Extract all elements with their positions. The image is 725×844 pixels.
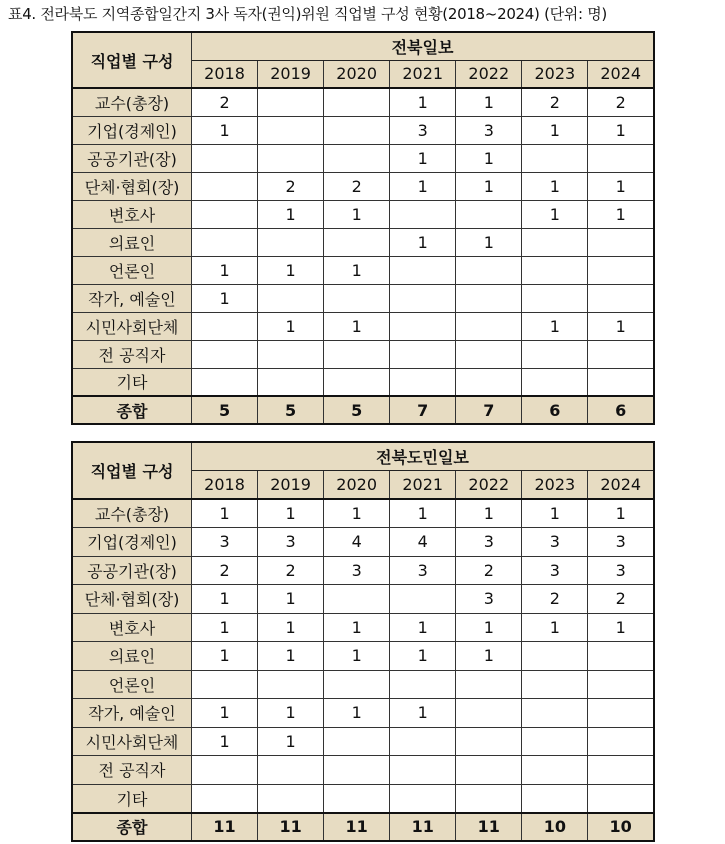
count-cell: 1 <box>588 312 654 340</box>
occupation-label: 전 공직자 <box>72 340 192 368</box>
count-cell: 1 <box>192 585 258 614</box>
count-cell: 3 <box>522 556 588 585</box>
table-row <box>72 585 654 614</box>
count-cell: 3 <box>324 556 390 585</box>
occupation-label: 전 공직자 <box>72 756 192 785</box>
table-row <box>72 172 654 200</box>
count-cell <box>390 727 456 756</box>
count-cell <box>324 670 390 699</box>
occupation-label: 기업(경제인) <box>72 116 192 144</box>
count-cell <box>324 784 390 813</box>
count-cell <box>588 284 654 312</box>
occupation-label: 언론인 <box>72 256 192 284</box>
year-header: 2021 <box>390 471 456 500</box>
count-cell <box>258 670 324 699</box>
count-cell <box>390 585 456 614</box>
table-row <box>72 670 654 699</box>
table-row <box>72 144 654 172</box>
count-cell <box>390 256 456 284</box>
count-cell: 1 <box>522 499 588 528</box>
occupation-label: 시민사회단체 <box>72 312 192 340</box>
count-cell <box>324 284 390 312</box>
count-cell <box>324 585 390 614</box>
count-cell <box>456 256 522 284</box>
count-cell: 1 <box>588 116 654 144</box>
table-caption: 표4. 전라북도 지역종합일간지 3사 독자(권익)위원 직업별 구성 현황(2018~2024) (단위: 명) <box>8 5 607 23</box>
year-header: 2020 <box>324 60 390 88</box>
count-cell <box>390 368 456 396</box>
label-header: 직업별 구성 <box>72 442 192 499</box>
count-cell <box>258 284 324 312</box>
count-cell <box>390 756 456 785</box>
occupation-label: 교수(총장) <box>72 88 192 116</box>
count-cell: 1 <box>258 312 324 340</box>
count-cell <box>258 144 324 172</box>
table-row <box>72 200 654 228</box>
year-header: 2018 <box>192 471 258 500</box>
count-cell: 1 <box>522 172 588 200</box>
count-cell <box>522 368 588 396</box>
count-cell <box>192 340 258 368</box>
count-cell <box>390 340 456 368</box>
occupation-label: 작가, 예술인 <box>72 284 192 312</box>
header-row <box>72 442 654 471</box>
count-cell: 1 <box>324 642 390 671</box>
count-cell <box>324 340 390 368</box>
count-cell <box>192 784 258 813</box>
count-cell <box>192 172 258 200</box>
count-cell: 1 <box>522 312 588 340</box>
count-cell <box>522 256 588 284</box>
count-cell: 1 <box>324 613 390 642</box>
count-cell: 3 <box>456 528 522 557</box>
count-cell: 1 <box>588 613 654 642</box>
count-cell: 2 <box>522 88 588 116</box>
table-row <box>72 256 654 284</box>
table-row <box>72 499 654 528</box>
count-cell <box>324 368 390 396</box>
count-cell <box>324 756 390 785</box>
count-cell <box>522 784 588 813</box>
count-cell <box>390 284 456 312</box>
count-cell <box>192 228 258 256</box>
occupation-label: 작가, 예술인 <box>72 699 192 728</box>
count-cell: 3 <box>390 556 456 585</box>
table-row <box>72 642 654 671</box>
total-cell: 11 <box>192 813 258 842</box>
year-header: 2022 <box>456 471 522 500</box>
count-cell: 2 <box>588 585 654 614</box>
count-cell <box>456 284 522 312</box>
count-cell: 1 <box>192 613 258 642</box>
count-cell: 1 <box>390 88 456 116</box>
count-cell <box>522 727 588 756</box>
total-cell: 11 <box>324 813 390 842</box>
table-row <box>72 699 654 728</box>
count-cell: 1 <box>192 256 258 284</box>
count-cell <box>522 144 588 172</box>
count-cell: 1 <box>390 613 456 642</box>
count-cell <box>192 312 258 340</box>
year-header: 2023 <box>522 60 588 88</box>
count-cell: 2 <box>324 172 390 200</box>
count-cell <box>456 727 522 756</box>
table-row <box>72 368 654 396</box>
occupation-label: 교수(총장) <box>72 499 192 528</box>
occupation-label: 공공기관(장) <box>72 556 192 585</box>
count-cell <box>456 784 522 813</box>
label-header: 직업별 구성 <box>72 32 192 88</box>
count-cell: 1 <box>588 200 654 228</box>
count-cell <box>588 670 654 699</box>
year-header: 2020 <box>324 471 390 500</box>
occupation-label: 의료인 <box>72 228 192 256</box>
count-cell <box>456 200 522 228</box>
year-header: 2023 <box>522 471 588 500</box>
count-cell: 1 <box>192 116 258 144</box>
count-cell <box>456 699 522 728</box>
count-cell <box>588 256 654 284</box>
count-cell: 3 <box>522 528 588 557</box>
table-jeonbuk-ilbo <box>71 31 655 425</box>
count-cell: 1 <box>324 699 390 728</box>
table-jeonbuk-domin-ilbo <box>71 441 655 842</box>
occupation-label: 기업(경제인) <box>72 528 192 557</box>
total-row <box>72 396 654 424</box>
year-header: 2022 <box>456 60 522 88</box>
count-cell <box>522 340 588 368</box>
table-row <box>72 784 654 813</box>
count-cell <box>588 228 654 256</box>
occupation-label: 언론인 <box>72 670 192 699</box>
newspaper-name: 전북도민일보 <box>192 442 655 471</box>
count-cell <box>588 340 654 368</box>
table-row <box>72 556 654 585</box>
year-header: 2024 <box>588 60 654 88</box>
count-cell <box>324 727 390 756</box>
year-header: 2018 <box>192 60 258 88</box>
count-cell: 2 <box>258 556 324 585</box>
year-header: 2024 <box>588 471 654 500</box>
total-row <box>72 813 654 842</box>
total-cell: 7 <box>456 396 522 424</box>
count-cell: 1 <box>390 228 456 256</box>
count-cell <box>258 228 324 256</box>
occupation-label: 변호사 <box>72 200 192 228</box>
count-cell <box>324 228 390 256</box>
table-row <box>72 88 654 116</box>
count-cell: 1 <box>456 642 522 671</box>
count-cell <box>456 312 522 340</box>
count-cell: 1 <box>258 699 324 728</box>
count-cell: 1 <box>324 312 390 340</box>
occupation-label: 의료인 <box>72 642 192 671</box>
count-cell <box>192 756 258 785</box>
count-cell <box>258 88 324 116</box>
count-cell: 4 <box>390 528 456 557</box>
total-cell: 11 <box>390 813 456 842</box>
count-cell: 2 <box>258 172 324 200</box>
count-cell <box>522 699 588 728</box>
count-cell <box>522 642 588 671</box>
count-cell: 2 <box>192 88 258 116</box>
count-cell <box>390 312 456 340</box>
newspaper-name: 전북일보 <box>192 32 655 60</box>
year-header: 2021 <box>390 60 456 88</box>
count-cell: 1 <box>390 144 456 172</box>
occupation-label: 단체·협회(장) <box>72 172 192 200</box>
table-row <box>72 613 654 642</box>
count-cell: 1 <box>522 200 588 228</box>
count-cell: 1 <box>258 499 324 528</box>
count-cell <box>588 368 654 396</box>
table-row <box>72 116 654 144</box>
count-cell: 1 <box>522 613 588 642</box>
count-cell <box>192 144 258 172</box>
count-cell <box>258 116 324 144</box>
count-cell: 1 <box>390 499 456 528</box>
count-cell: 1 <box>258 613 324 642</box>
count-cell: 2 <box>192 556 258 585</box>
count-cell: 1 <box>192 284 258 312</box>
count-cell <box>588 642 654 671</box>
count-cell: 1 <box>192 699 258 728</box>
count-cell: 1 <box>258 642 324 671</box>
count-cell <box>456 368 522 396</box>
occupation-label: 공공기관(장) <box>72 144 192 172</box>
count-cell <box>588 756 654 785</box>
count-cell: 1 <box>324 499 390 528</box>
count-cell <box>456 756 522 785</box>
count-cell: 1 <box>258 256 324 284</box>
count-cell: 4 <box>324 528 390 557</box>
table-row <box>72 284 654 312</box>
occupation-label: 변호사 <box>72 613 192 642</box>
count-cell: 3 <box>390 116 456 144</box>
total-cell: 11 <box>258 813 324 842</box>
count-cell: 1 <box>390 172 456 200</box>
count-cell <box>588 699 654 728</box>
occupation-label: 단체·협회(장) <box>72 585 192 614</box>
count-cell <box>588 784 654 813</box>
count-cell <box>192 368 258 396</box>
count-cell: 1 <box>456 613 522 642</box>
count-cell: 1 <box>456 499 522 528</box>
year-header: 2019 <box>258 60 324 88</box>
count-cell <box>324 144 390 172</box>
count-cell <box>456 340 522 368</box>
table-row <box>72 528 654 557</box>
count-cell <box>258 784 324 813</box>
count-cell <box>522 284 588 312</box>
count-cell: 1 <box>456 172 522 200</box>
count-cell: 2 <box>456 556 522 585</box>
count-cell <box>324 88 390 116</box>
count-cell <box>456 670 522 699</box>
table-row <box>72 340 654 368</box>
total-cell: 6 <box>588 396 654 424</box>
count-cell <box>324 116 390 144</box>
count-cell: 1 <box>324 200 390 228</box>
count-cell: 1 <box>324 256 390 284</box>
count-cell: 1 <box>456 144 522 172</box>
year-header: 2019 <box>258 471 324 500</box>
count-cell <box>258 368 324 396</box>
count-cell: 1 <box>522 116 588 144</box>
occupation-label: 기타 <box>72 784 192 813</box>
count-cell <box>390 200 456 228</box>
count-cell: 1 <box>192 727 258 756</box>
total-cell: 11 <box>456 813 522 842</box>
total-cell: 7 <box>390 396 456 424</box>
count-cell <box>588 144 654 172</box>
count-cell: 3 <box>456 585 522 614</box>
count-cell <box>258 756 324 785</box>
count-cell: 1 <box>258 585 324 614</box>
count-cell: 1 <box>192 499 258 528</box>
count-cell <box>258 340 324 368</box>
table-row <box>72 756 654 785</box>
count-cell: 2 <box>588 88 654 116</box>
occupation-label: 시민사회단체 <box>72 727 192 756</box>
count-cell: 3 <box>456 116 522 144</box>
table-row <box>72 727 654 756</box>
table-row <box>72 312 654 340</box>
count-cell <box>192 200 258 228</box>
total-label: 종합 <box>72 396 192 424</box>
total-cell: 10 <box>588 813 654 842</box>
count-cell: 1 <box>390 699 456 728</box>
table-row <box>72 228 654 256</box>
count-cell <box>390 784 456 813</box>
count-cell: 1 <box>390 642 456 671</box>
total-cell: 6 <box>522 396 588 424</box>
count-cell <box>522 228 588 256</box>
count-cell: 3 <box>258 528 324 557</box>
count-cell: 3 <box>588 556 654 585</box>
count-cell: 2 <box>522 585 588 614</box>
count-cell <box>192 670 258 699</box>
count-cell <box>522 670 588 699</box>
count-cell <box>588 727 654 756</box>
header-row <box>72 32 654 60</box>
total-cell: 5 <box>192 396 258 424</box>
total-label: 종합 <box>72 813 192 842</box>
count-cell: 1 <box>456 228 522 256</box>
count-cell <box>390 670 456 699</box>
total-cell: 10 <box>522 813 588 842</box>
count-cell: 3 <box>192 528 258 557</box>
count-cell: 1 <box>588 172 654 200</box>
count-cell: 3 <box>588 528 654 557</box>
count-cell: 1 <box>456 88 522 116</box>
count-cell: 1 <box>588 499 654 528</box>
count-cell: 1 <box>258 200 324 228</box>
total-cell: 5 <box>324 396 390 424</box>
count-cell: 1 <box>192 642 258 671</box>
total-cell: 5 <box>258 396 324 424</box>
occupation-label: 기타 <box>72 368 192 396</box>
count-cell <box>522 756 588 785</box>
count-cell: 1 <box>258 727 324 756</box>
